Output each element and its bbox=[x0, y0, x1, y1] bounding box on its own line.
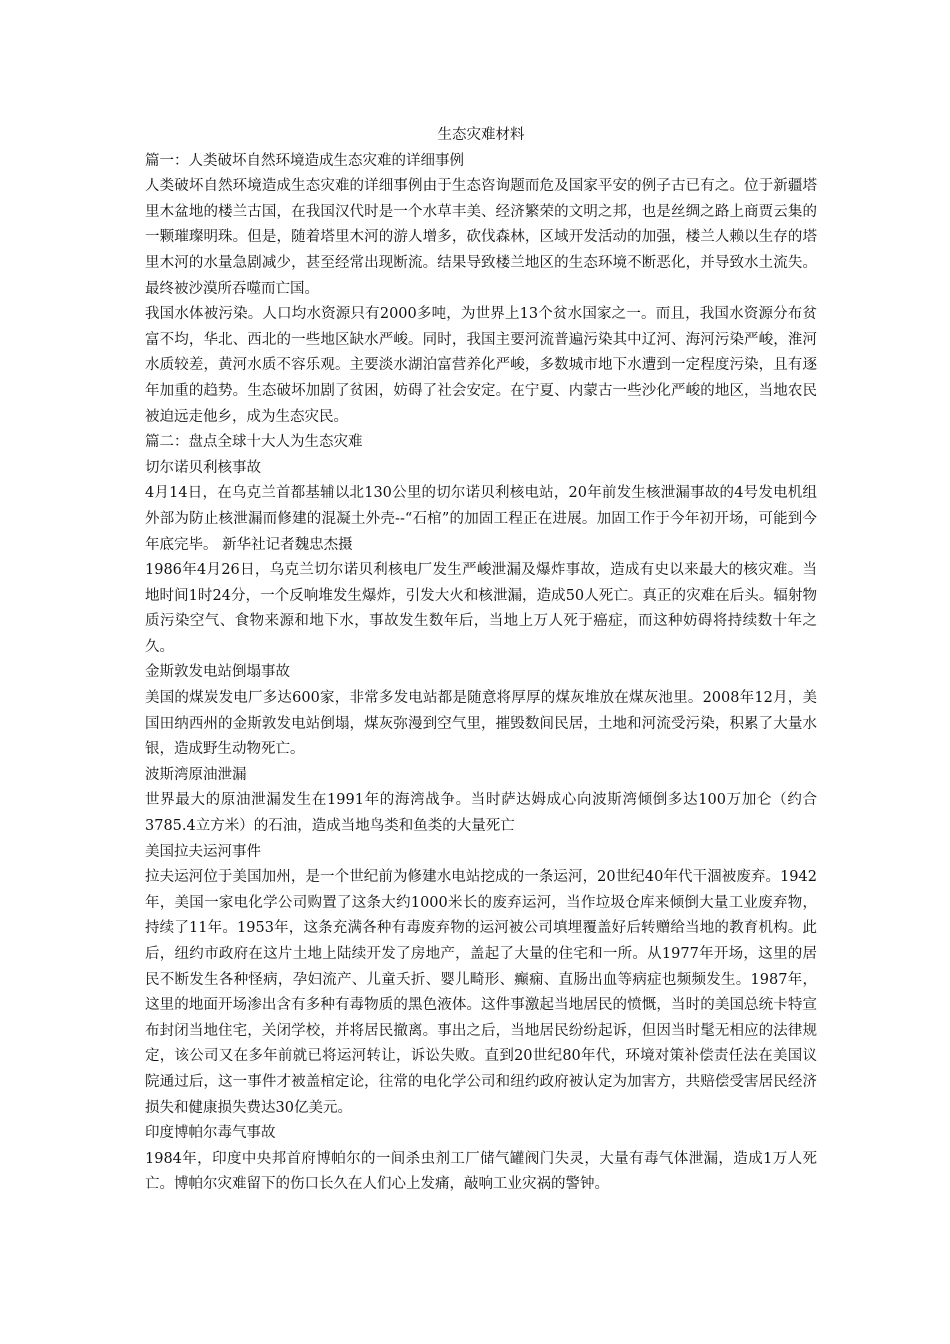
heading-love-canal: 美国拉夫运河事件 bbox=[145, 843, 261, 860]
paragraph-gulf-oil-spill: 世界最大的原油泄漏发生在1991年的海湾战争。当时萨达姆成心向波斯湾倾倒多达100万加仑（约合3785.4立方米）的石油，造成当地鸟类和鱼类的大量死亡 bbox=[145, 792, 817, 835]
paragraph-kingston: 美国的煤炭发电厂多达600家，非常多发电站都是随意将厚厚的煤灰堆放在煤灰池里。2008年12月，美国田纳西州的金斯敦发电站倒塌，煤灰弥漫到空气里，摧毁数间民居，土地和河流受污染，积累了大量水银，造成野生动物死亡。 bbox=[145, 690, 817, 758]
heading-bhopal: 印度博帕尔毒气事故 bbox=[145, 1125, 276, 1142]
paragraph-water-pollution: 我国水体被污染。人口均水资源只有2000多吨，为世界上13个贫水国家之一。而且，我国水资源分布贫富不均，华北、西北的一些地区缺水严峻。同时，我国主要河流普遍污染其中辽河、海河污染严峻，淮河水质较差，黄河水质不容乐观。主要淡水湖泊富营养化严峻，多数城市地下水遭到一定程度污染，且有逐年加重的趋势。生态破坏加剧了贫困，妨碍了社会安定。在宁夏、内蒙古一些沙化严峻的地区，当地农民被迫远走他乡，成为生态灾民。 bbox=[145, 306, 817, 425]
heading-chernobyl: 切尔诺贝利核事故 bbox=[145, 459, 261, 476]
paragraph-loulan: 人类破坏自然环境造成生态灾难的详细事例由于生态咨询题而危及国家平安的例子古已有之。位于新疆塔里木盆地的楼兰古国，在我国汉代时是一个水草丰美、经济繁荣的文明之邦，也是丝绸之路上商贾云集的一颗璀璨明珠。但是，随着塔里木河的游人增多，砍伐森林，区域开发活动的加强，楼兰人赖以生存的塔里木河的水量急剧减少，甚至经常出现断流。结果导致楼兰地区的生态环境不断恶化，并导致水土流失。最终被沙漠所吞噬而亡国。 bbox=[145, 178, 817, 297]
paragraph-chernobyl-photo: 4月14日，在乌克兰首都基辅以北130公里的切尔诺贝利核电站，20年前发生核泄漏事故的4号发电机组外部为防止核泄漏而修建的混凝土外壳--“石棺”的加固工程正在进展。加固工作于今年初开场，可能到今年底完毕。 新华社记者魏忠杰摄 bbox=[145, 485, 817, 553]
section-heading-1: 篇一：人类破坏自然环境造成生态灾难的详细事例 bbox=[145, 152, 464, 169]
document-page bbox=[145, 123, 817, 1198]
paragraph-love-canal: 拉夫运河位于美国加州，是一个世纪前为修建水电站挖成的一条运河，20世纪40年代干涸被废弃。1942年，美国一家电化学公司购置了这条大约1000米长的废弃运河，当作垃圾仓库来倾倒大量工业废弃物，持续了11年。1953年，这条充满各种有毒废弃物的运河被公司填埋覆盖好后转赠给当地的教育机构。此后，纽约市政府在这片土地上陆续开发了房地产，盖起了大量的住宅和一所。从1977年开场，这里的居民不断发生各种怪病，孕妇流产、儿童夭折、婴儿畸形、癫痫、直肠出血等病症也频频发生。1987年，这里的地面开场渗出含有多种有毒物质的黑色液体。这件事激起当地居民的愤慨，当时的美国总统卡特宣布封闭当地住宅，关闭学校，并将居民撤离。事出之后，当地居民纷纷起诉，但因当时髦无相应的法律规定，该公司又在多年前就已将运河转让，诉讼失败。直到20世纪80年代，环境对策补偿责任法在美国议院通过后，这一事件才被盖棺定论，往常的电化学公司和纽约政府被认定为加害方，共赔偿受害居民经济损失和健康损失费达30亿美元。 bbox=[145, 869, 817, 1116]
paragraph-chernobyl-history: 1986年4月26日，乌克兰切尔诺贝利核电厂发生严峻泄漏及爆炸事故，造成有史以来最大的核灾难。当地时间1时24分，一个反响堆发生爆炸，引发大火和核泄漏，造成50人死亡。真正的灾难在后头。辐射物质污染空气、食物来源和地下水，事故发生数年后，当地上万人死于癌症，而这种妨碍将持续数十年之久。 bbox=[145, 562, 817, 655]
heading-kingston: 金斯敦发电站倒塌事故 bbox=[145, 664, 290, 681]
heading-gulf-oil-spill: 波斯湾原油泄漏 bbox=[145, 766, 247, 783]
section-heading-2: 篇二：盘点全球十大人为生态灾难 bbox=[145, 434, 363, 451]
paragraph-bhopal: 1984年，印度中央邦首府博帕尔的一间杀虫剂工厂储气罐阀门失灵，大量有毒气体泄漏，造成1万人死亡。博帕尔灾难留下的伤口长久在人们心上发痛，敲响工业灾祸的警钟。 bbox=[145, 1150, 817, 1193]
document-title: 生态灾难材料 bbox=[437, 127, 525, 143]
